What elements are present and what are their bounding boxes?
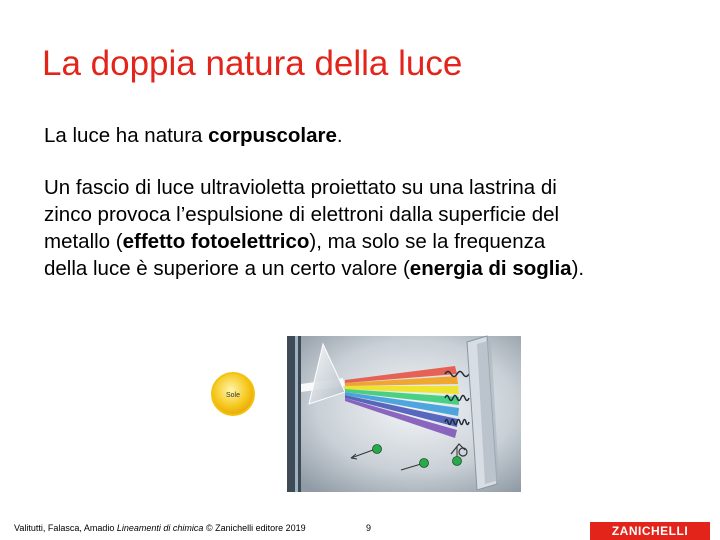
footer-citation bbox=[14, 523, 306, 533]
page-number: 9 bbox=[366, 523, 372, 533]
slide-title: La doppia natura della luce bbox=[42, 44, 463, 83]
text-span: . bbox=[336, 124, 343, 147]
bold-term: effetto fotoelettrico bbox=[122, 230, 310, 253]
text-span: della luce è superiore a un certo valore ( bbox=[44, 257, 410, 280]
citation-authors: Valitutti, Falasca, Amadio bbox=[14, 523, 117, 533]
text-span: ), ma solo se la frequenza bbox=[309, 230, 546, 253]
text-line bbox=[44, 255, 584, 282]
photoelectric-illustration bbox=[205, 334, 523, 494]
light-source-slit bbox=[287, 336, 301, 492]
bold-term: corpuscolare bbox=[208, 124, 337, 147]
text-span: metallo ( bbox=[44, 230, 123, 253]
text-span: ). bbox=[571, 257, 585, 280]
paragraph-corpuscular bbox=[44, 122, 343, 149]
paragraph-photoelectric bbox=[44, 174, 584, 282]
text-span: La luce ha natura bbox=[44, 124, 209, 147]
citation-book-title: Lineamenti di chimica bbox=[116, 523, 204, 533]
citation-publisher: © Zanichelli editore 2019 bbox=[203, 523, 306, 533]
text-line: zinco provoca l’espulsione di elettroni dalla superficie del bbox=[44, 203, 560, 226]
text-line bbox=[44, 228, 584, 255]
sun-label: Sole bbox=[225, 392, 241, 399]
sun-icon bbox=[212, 373, 254, 415]
zanichelli-logo: ZANICHELLI bbox=[590, 522, 710, 540]
text-line: Un fascio di luce ultravioletta proiettato su una lastrina di bbox=[44, 176, 557, 199]
bold-term: energia di soglia bbox=[409, 257, 572, 280]
